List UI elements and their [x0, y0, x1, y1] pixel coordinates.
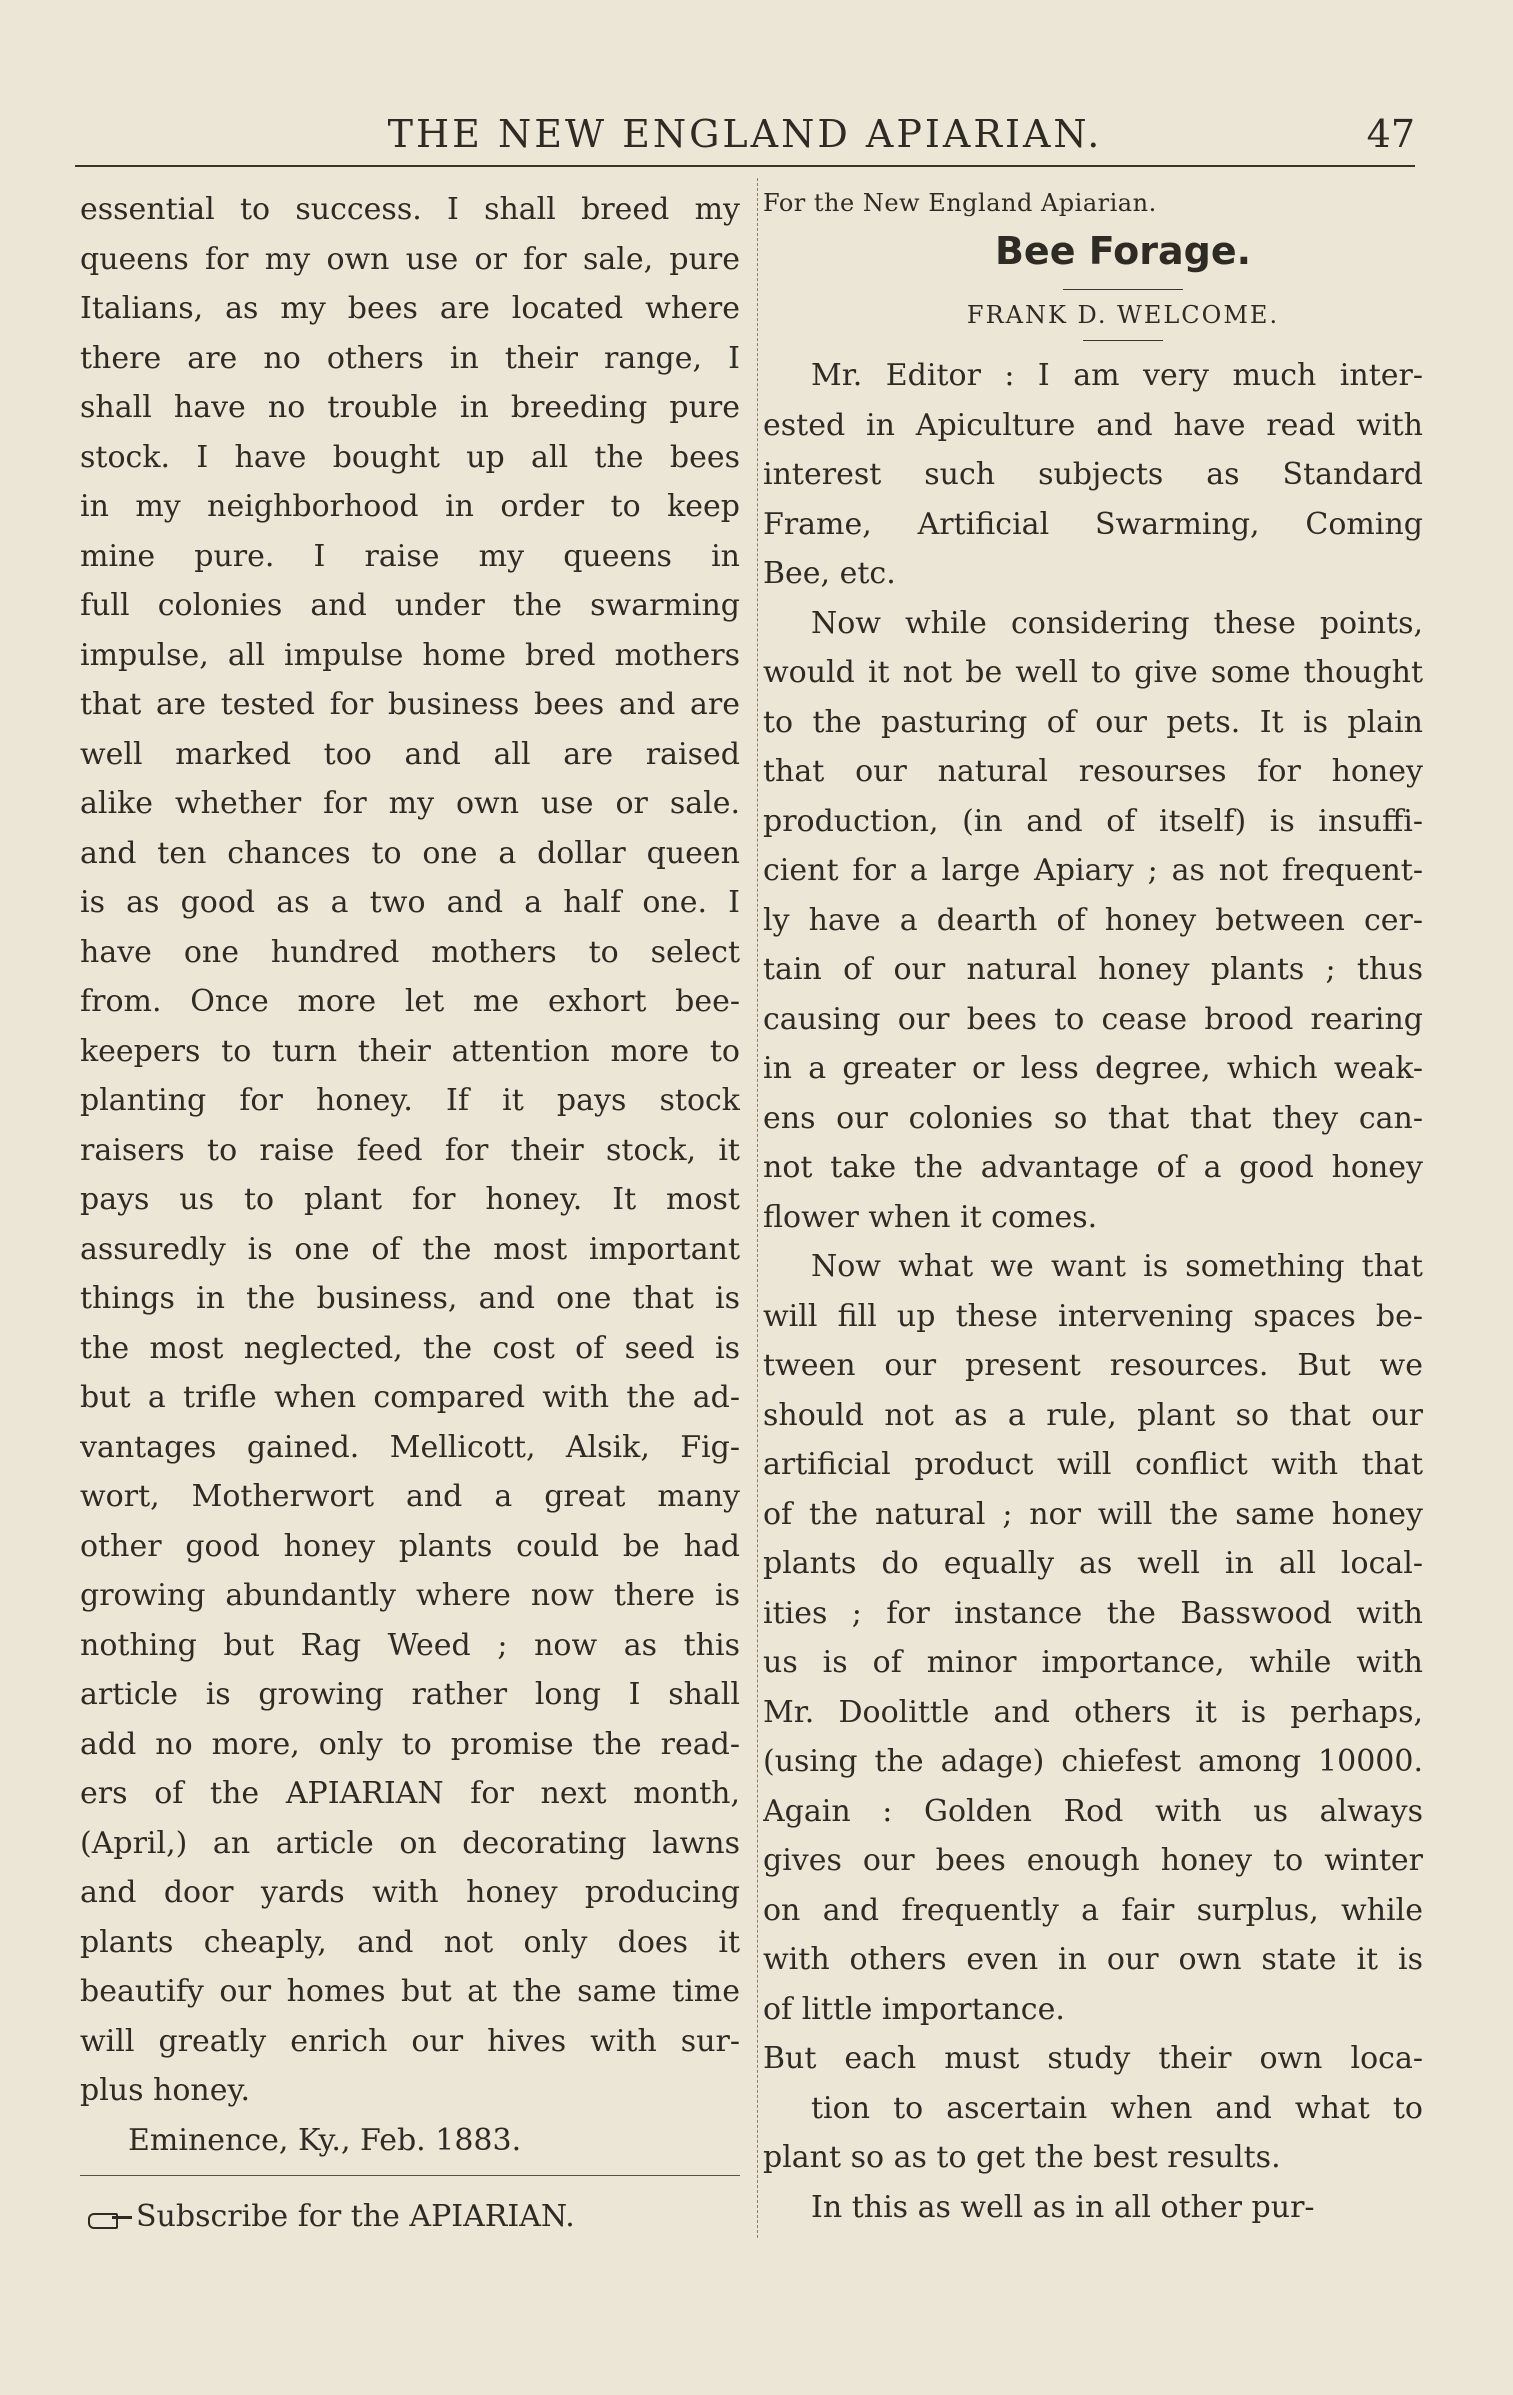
text-line: would it not be well to give some thought: [763, 655, 1423, 690]
text-line: ly have a dearth of honey between cer-: [763, 902, 1423, 938]
text-line: interest such subjects as Standard: [763, 457, 1423, 492]
text-line: ens our colonies so that that they can-: [763, 1100, 1423, 1136]
text-line: in a greater or less degree, which weak-: [763, 1051, 1423, 1086]
text-line: tween our present resources. But we: [763, 1348, 1423, 1383]
article-author: FRANK D. WELCOME.: [966, 301, 1280, 329]
text-line: tain of our natural honey plants ; thus: [763, 952, 1423, 987]
text-line: from. Once more let me exhort bee-: [80, 984, 740, 1019]
text-line: in my neighborhood in order to keep: [80, 489, 740, 524]
text-line: should not as a rule, plant so that our: [763, 1397, 1423, 1433]
text-line: but a trifle when compared with the ad-: [80, 1380, 740, 1415]
article-title: Bee Forage.: [994, 229, 1252, 273]
text-line: (using the adage) chiefest among 10000.: [763, 1744, 1423, 1779]
text-line: vantages gained. Mellicott, Alsik, Fig-: [80, 1429, 740, 1465]
left-column: [80, 185, 740, 2244]
text-line: gives our bees enough honey to winter: [763, 1843, 1423, 1878]
text-line: stock. I have bought up all the bees: [80, 439, 740, 475]
text-line: Now what we want is something that: [811, 1249, 1423, 1284]
text-line: flower when it comes.: [763, 1199, 1098, 1235]
text-line: queens for my own use or for sale, pure: [80, 241, 740, 277]
text-line: Bee, etc.: [763, 556, 896, 591]
text-line: plants cheaply, and not only does it: [80, 1924, 740, 1960]
text-line: to the pasturing of our pets. It is plain: [763, 704, 1423, 740]
right-column: [763, 185, 1423, 2232]
subscribe-text: Subscribe for the APIARIAN.: [136, 2199, 575, 2234]
text-line: beautify our homes but at the same time: [80, 1974, 740, 2009]
text-line: assuredly is one of the most important: [80, 1231, 740, 1267]
text-line: will fill up these intervening spaces be-: [763, 1298, 1423, 1334]
text-line: pays us to plant for honey. It most: [80, 1182, 740, 1217]
text-line: of the natural ; nor will the same honey: [763, 1496, 1423, 1532]
text-line: that are tested for business bees and are: [80, 687, 740, 722]
text-line: not take the advantage of a good honey: [763, 1150, 1423, 1185]
left-column-text: [80, 185, 740, 2116]
text-line: things in the business, and one that is: [80, 1281, 740, 1316]
text-line: Mr. Doolittle and others it is perhaps,: [763, 1694, 1423, 1730]
running-header: [75, 112, 1415, 162]
text-line: impulse, all impulse home bred mothers: [80, 637, 740, 673]
signoff: Eminence, Ky., Feb. 1883.: [128, 2122, 522, 2158]
article-source: For the New England Apiarian.: [763, 189, 1157, 217]
text-line: cient for a large Apiary ; as not frequent-: [763, 853, 1423, 888]
right-column-text: [763, 351, 1423, 2232]
text-line: production, (in and of itself) is insuffi-: [763, 803, 1423, 839]
text-line: there are no others in their range, I: [80, 340, 740, 376]
text-line: causing our bees to cease brood rearing: [763, 1001, 1423, 1037]
text-line: Italians, as my bees are located where: [80, 291, 740, 326]
text-line: essential to success. I shall breed my: [80, 192, 740, 227]
title-rule: [1063, 289, 1183, 290]
text-line: wort, Motherwort and a great many: [80, 1479, 740, 1514]
text-line: us is of minor importance, while with: [763, 1645, 1423, 1680]
text-line: and door yards with honey producing: [80, 1875, 740, 1910]
text-line: tion to ascertain when and what to: [811, 2090, 1423, 2126]
text-line: other good honey plants could be had: [80, 1528, 740, 1564]
running-title: THE NEW ENGLAND APIARIAN.: [387, 112, 1103, 156]
text-line: mine pure. I raise my queens in: [80, 538, 740, 574]
text-line: ities ; for instance the Basswood with: [763, 1595, 1423, 1631]
text-line: In this as well as in all other pur-: [811, 2189, 1315, 2225]
text-line: But each must study their own loca-: [763, 2041, 1423, 2076]
text-line: nothing but Rag Weed ; now as this: [80, 1627, 740, 1663]
subscribe-rule: [80, 2175, 740, 2176]
text-line: (April,) an article on decorating lawns: [80, 1825, 740, 1861]
text-line: shall have no trouble in breeding pure: [80, 390, 740, 425]
text-line: keepers to turn their attention more to: [80, 1033, 740, 1069]
text-line: will greatly enrich our hives with sur-: [80, 2023, 740, 2059]
text-line: full colonies and under the swarming: [80, 588, 740, 623]
text-line: with others even in our own state it is: [763, 1942, 1423, 1977]
text-line: plant so as to get the best results.: [763, 2140, 1281, 2175]
text-line: the most neglected, the cost of seed is: [80, 1330, 740, 1366]
text-line: plants do equally as well in all local-: [763, 1546, 1423, 1581]
text-line: plus honey.: [80, 2073, 251, 2108]
page-number: 47: [1366, 112, 1415, 156]
text-line: article is growing rather long I shall: [80, 1677, 740, 1712]
text-line: Now while considering these points,: [811, 605, 1423, 641]
column-divider: [757, 178, 758, 2238]
text-line: and ten chances to one a dollar queen: [80, 835, 740, 871]
pointing-hand-icon: [88, 2207, 132, 2229]
text-line: artificial product will conflict with that: [763, 1447, 1423, 1482]
text-line: is as good as a two and a half one. I: [80, 885, 740, 920]
text-line: planting for honey. If it pays stock: [80, 1083, 740, 1118]
text-line: alike whether for my own use or sale.: [80, 786, 740, 821]
text-line: add no more, only to promise the read-: [80, 1726, 740, 1762]
author-rule: [1083, 340, 1163, 341]
text-line: have one hundred mothers to select: [80, 934, 740, 970]
text-line: well marked too and all are raised: [80, 736, 740, 772]
text-line: Again : Golden Rod with us always: [763, 1793, 1423, 1829]
text-line: growing abundantly where now there is: [80, 1578, 740, 1613]
text-line: of little importance.: [763, 1991, 1065, 2027]
text-line: ers of the APIARIAN for next month,: [80, 1776, 740, 1811]
subscribe-notice: [80, 2190, 740, 2244]
text-line: Frame, Artificial Swarming, Coming: [763, 506, 1423, 542]
text-line: ested in Apiculture and have read with: [763, 407, 1423, 443]
text-line: Mr. Editor : I am very much inter-: [811, 358, 1423, 393]
text-line: raisers to raise feed for their stock, it: [80, 1132, 740, 1168]
header-rule: [75, 165, 1415, 167]
text-line: that our natural resourses for honey: [763, 754, 1423, 789]
text-line: on and frequently a fair surplus, while: [763, 1892, 1423, 1928]
